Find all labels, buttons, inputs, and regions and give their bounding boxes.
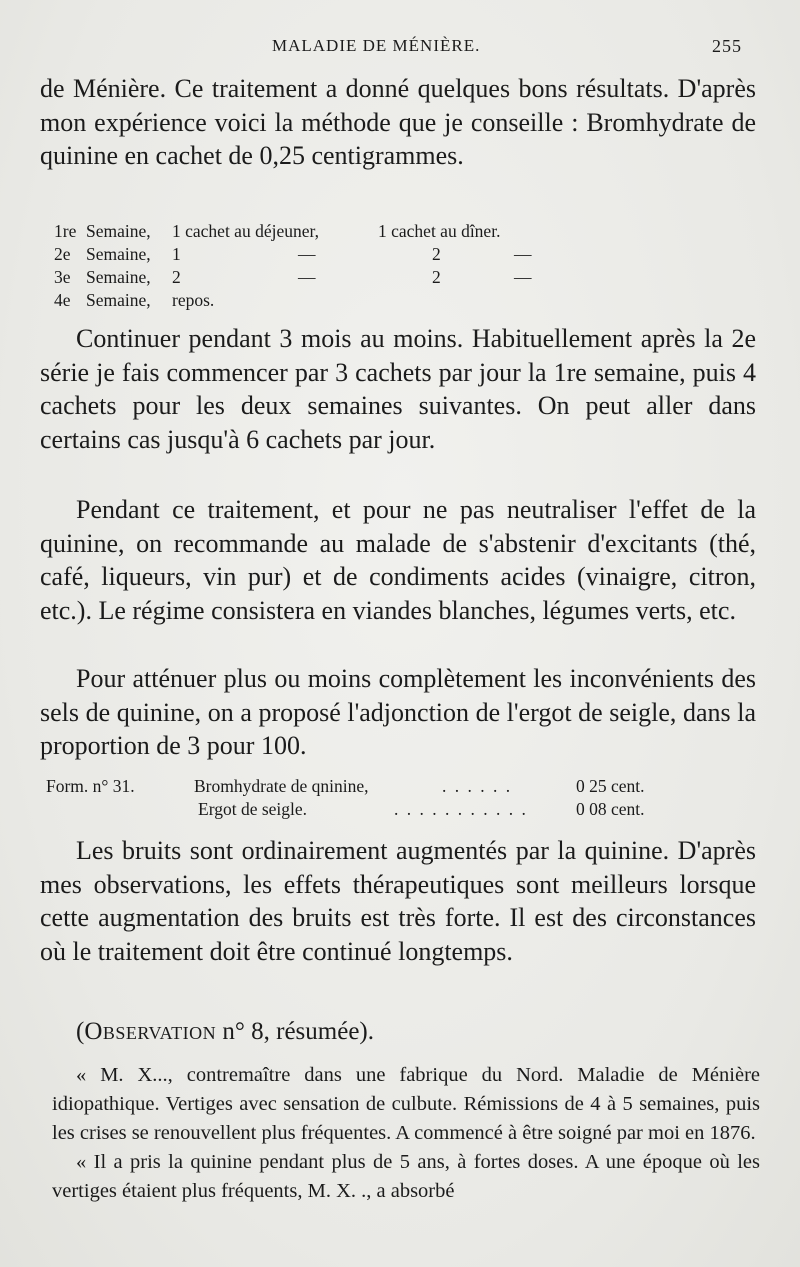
paragraph-5	[40, 834, 756, 968]
formula-leader: . . . . . . . . . . .	[394, 799, 528, 819]
observation-paragraph-2: « Il a pris la quinine pendant plus de 5 ans, à fortes doses. A une époque où les vertiges étaient plus fréquents, M. X. ., a absorbé	[52, 1151, 760, 1202]
schedule-label: Semaine,	[86, 290, 151, 310]
observation-open-paren: (	[76, 1018, 85, 1045]
dosage-schedule	[54, 220, 694, 312]
paragraph-2-text: Continuer pendant 3 mois au moins. Habituellement après la 2e série je fais commencer par 3 cachets par jour la 1re semaine, puis 4 cachets pour les deux semaines suivantes. On peut aller dans certains cas jusqu'à 6 cachets par jour.	[40, 324, 756, 454]
schedule-label: Semaine,	[86, 267, 151, 287]
schedule-dash: —	[514, 244, 532, 264]
schedule-morning: 1	[172, 244, 181, 264]
schedule-morning: 2	[172, 267, 181, 287]
schedule-week: 4e	[54, 290, 71, 310]
schedule-evening: 2	[432, 244, 441, 264]
observation-number: n° 8, résumée)	[216, 1018, 368, 1045]
schedule-evening: 2	[432, 267, 441, 287]
formula-ingredient: Ergot de seigle.	[198, 799, 308, 819]
running-header	[0, 36, 800, 60]
observation-word: Observation	[84, 1018, 217, 1045]
schedule-label: Semaine,	[86, 221, 151, 241]
paragraph-1	[40, 72, 756, 173]
paragraph-4-text: Pour atténuer plus ou moins complètement les inconvénients des sels de quinine, on a proposé l'adjonction de l'ergot de seigle, dans la proportion de 3 pour 100.	[40, 664, 756, 760]
observation-heading	[76, 1018, 374, 1046]
schedule-dash: —	[298, 267, 316, 287]
schedule-evening: 1 cachet au dîner.	[378, 221, 501, 241]
schedule-week: 3e	[54, 267, 71, 287]
schedule-row	[54, 243, 694, 266]
observation-body	[52, 1061, 760, 1206]
formula-row	[46, 775, 706, 798]
schedule-dash: —	[514, 267, 532, 287]
observation-paragraph-1: « M. X..., contremaître dans une fabrique du Nord. Maladie de Ménière idiopathique. Vertiges avec sensation de culbute. Rémissions de 4 à 5 semaines, puis les crises se renouvellent plus fréquentes. A commencé à être soigné par moi en 1876.	[52, 1064, 760, 1144]
formula-ingredient: Bromhydrate de qninine,	[194, 776, 369, 796]
paragraph-2	[40, 322, 756, 456]
schedule-row	[54, 220, 694, 243]
formula-dose: 0 08 cent.	[576, 799, 645, 819]
page-number: 255	[712, 36, 742, 56]
observation-period: .	[367, 1018, 375, 1045]
schedule-row	[54, 266, 694, 289]
paragraph-1-text: de Ménière. Ce traitement a donné quelques bons résultats. D'après mon expérience voici la méthode que je conseille : Bromhydrate de quinine en cachet de 0,25 centigrammes.	[40, 74, 756, 170]
formula-leader: . . . . . .	[442, 776, 513, 796]
formula-row	[46, 798, 706, 821]
paragraph-4	[40, 662, 756, 763]
schedule-morning: 1 cachet au déjeuner,	[172, 221, 319, 241]
schedule-label: Semaine,	[86, 244, 151, 264]
formula-dose: 0 25 cent.	[576, 776, 645, 796]
schedule-week: 2e	[54, 244, 71, 264]
running-title: MALADIE DE MÉNIÈRE.	[272, 36, 481, 55]
schedule-week: 1re	[54, 221, 77, 241]
paragraph-5-text: Les bruits sont ordinairement augmentés par la quinine. D'après mes observations, les effets thérapeutiques sont meilleurs lorsque cette augmentation des bruits est très forte. Il est des circonstances où le traitement doit être continué longtemps.	[40, 836, 756, 966]
schedule-row	[54, 289, 694, 312]
formula	[46, 775, 706, 821]
schedule-dash: —	[298, 244, 316, 264]
formula-label: Form. n° 31.	[46, 776, 135, 796]
schedule-morning: repos.	[172, 290, 215, 310]
paragraph-3-text: Pendant ce traitement, et pour ne pas neutraliser l'effet de la quinine, on recommande au malade de s'abstenir d'excitants (thé, café, liqueurs, vin pur) et de condiments acides (vinaigre, citron, etc.). Le régime consistera en viandes blanches, légumes verts, etc.	[40, 495, 756, 625]
paragraph-3	[40, 493, 756, 627]
